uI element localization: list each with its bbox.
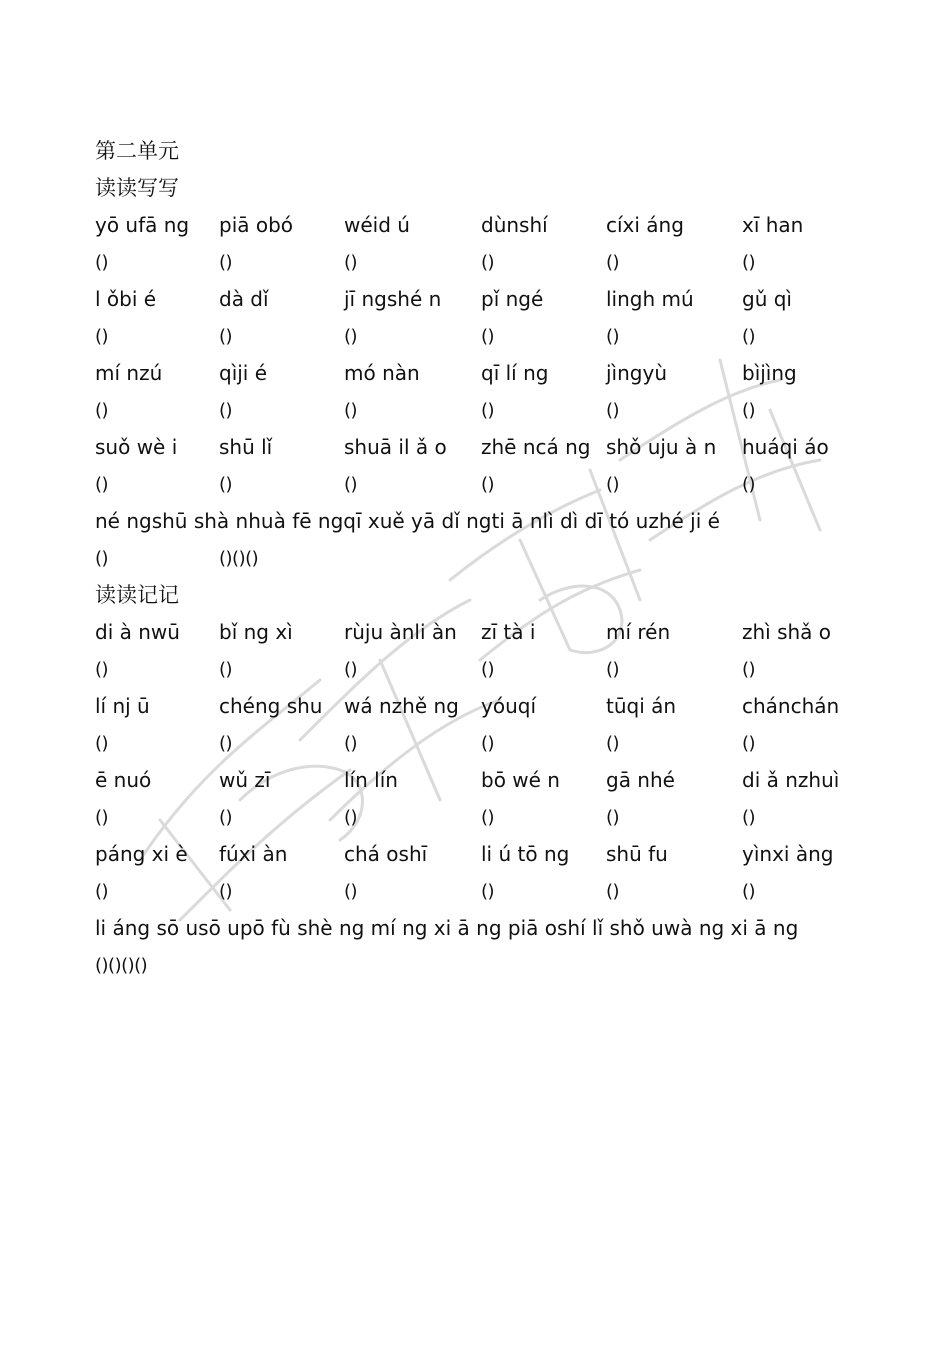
pinyin-word: suǒ wè i [95,435,178,459]
pinyin-word: bō wé n [481,768,560,792]
answer-blank: () [606,733,620,754]
pinyin-word: dùnshí [481,213,548,237]
answer-blank: () [742,807,756,828]
pinyin-word: shuā il ǎ o [344,435,447,459]
answer-blank-group: ()()()() [95,955,148,976]
pinyin-word: fúxi àn [219,842,288,866]
answer-blank: () [344,400,358,421]
pinyin-row [95,836,950,873]
pinyin-word: shū fu [606,842,668,866]
pinyin-long-row [95,910,950,947]
pinyin-word: yóuqí [481,694,536,718]
pinyin-word: yìnxi àng [742,842,834,866]
answer-blank: () [481,807,495,828]
answer-blank: () [95,807,109,828]
pinyin-word: pǐ ngé [481,287,544,311]
pinyin-word: jī ngshé n [344,287,442,311]
answer-blank: () [742,659,756,680]
answer-blank: () [95,548,109,569]
answer-blank: () [481,326,495,347]
answer-blank: () [344,807,358,828]
answer-row [95,540,950,577]
pinyin-word: lingh mú [606,287,694,311]
answer-blank: () [344,474,358,495]
answer-row [95,873,950,910]
pinyin-word: dà dǐ [219,287,269,311]
pinyin-word: lín lín [344,768,398,792]
pinyin-word: gā nhé [606,768,675,792]
answer-blank: () [95,659,109,680]
answer-blank: () [606,659,620,680]
answer-blank: () [481,881,495,902]
pinyin-word: mó nàn [344,361,420,385]
answer-blank: () [95,326,109,347]
pinyin-row [95,688,950,725]
answer-blank: () [481,400,495,421]
answer-blank: () [481,659,495,680]
pinyin-word: bǐ ng xì [219,620,293,644]
answer-blank: () [219,252,233,273]
pinyin-word: ē nuó [95,768,152,792]
pinyin-word: zī tà i [481,620,536,644]
pinyin-word: yō ufā ng [95,213,190,237]
answer-blank: () [219,326,233,347]
pinyin-row [95,207,950,244]
pinyin-word: wéid ú [344,213,410,237]
pinyin-word: qī lí ng [481,361,549,385]
answer-blank: () [742,733,756,754]
pinyin-word: li ú tō ng [481,842,570,866]
answer-blank: () [344,326,358,347]
answer-blank: () [606,400,620,421]
answer-blank: () [219,807,233,828]
answer-blank: () [742,474,756,495]
pinyin-row [95,614,950,651]
answer-blank: () [95,881,109,902]
answer-blank: () [606,881,620,902]
pinyin-word: xī han [742,213,804,237]
pinyin-row [95,281,950,318]
pinyin-word: lí nj ū [95,694,150,718]
pinyin-word: jìngyù [606,361,667,385]
answer-row [95,318,950,355]
answer-blank: () [95,733,109,754]
pinyin-word: chá oshī [344,842,428,866]
answer-blank: () [742,881,756,902]
answer-row [95,725,950,762]
pinyin-word: gǔ qì [742,287,792,311]
pinyin-long-row [95,503,950,540]
pinyin-word: chéng shu [219,694,323,718]
answer-blank: () [95,252,109,273]
answer-row [95,799,950,836]
answer-blank: () [95,400,109,421]
answer-blank: () [606,807,620,828]
answer-blank: () [219,400,233,421]
answer-blank: () [606,474,620,495]
pinyin-word: piā obó [219,213,294,237]
answer-row [95,392,950,429]
answer-blank: () [344,881,358,902]
pinyin-row [95,355,950,392]
pinyin-long-line: li áng sō usō upō fù shè ng mí ng xi ā ng piā oshí lǐ shǒ uwà ng xi ā ng [95,916,799,940]
answer-blank: () [481,252,495,273]
answer-blank: () [219,659,233,680]
answer-blank: () [344,733,358,754]
pinyin-word: di à nwū [95,620,180,644]
answer-blank: () [742,400,756,421]
pinyin-word: rùju ànli àn [344,620,457,644]
pinyin-word: zhē ncá ng [481,435,591,459]
answer-blank: () [219,881,233,902]
pinyin-word: chánchán [742,694,840,718]
section-title-read-remember: 读读记记 [95,583,179,607]
pinyin-word: mí rén [606,620,671,644]
answer-blank: () [606,326,620,347]
answer-blank: () [344,252,358,273]
answer-blank: () [481,733,495,754]
pinyin-word: bìjìng [742,361,797,385]
answer-row [95,466,950,503]
pinyin-word: wá nzhě ng [344,694,459,718]
pinyin-word: l ǒbi é [95,287,157,311]
unit-title: 第二单元 [95,139,179,163]
pinyin-word: shū lǐ [219,435,273,459]
answer-row [95,244,950,281]
answer-blank: () [481,474,495,495]
pinyin-word: mí nzú [95,361,163,385]
answer-blank: () [742,326,756,347]
answer-blank: () [606,252,620,273]
pinyin-row [95,762,950,799]
answer-blank: () [344,659,358,680]
pinyin-word: zhì shǎ o [742,620,832,644]
answer-blank: () [742,252,756,273]
answer-blank: () [95,474,109,495]
worksheet [95,133,950,984]
pinyin-word: tūqi án [606,694,677,718]
answer-row [95,651,950,688]
pinyin-word: páng xi è [95,842,188,866]
pinyin-word: shǒ uju à n [606,435,717,459]
section-title-read-write: 读读写写 [95,176,179,200]
pinyin-word: wǔ zī [219,768,271,792]
answer-blank: () [219,733,233,754]
pinyin-word: huáqi áo [742,435,829,459]
answer-blank: () [219,474,233,495]
pinyin-word: di ǎ nzhuì [742,768,840,792]
pinyin-row [95,429,950,466]
answer-blank-group: ()()() [219,548,259,569]
pinyin-long-line: né ngshū shà nhuà fē ngqī xuě yā dǐ ngti ā nlì dì dī tó uzhé ji é [95,509,720,533]
pinyin-word: qìji é [219,361,268,385]
pinyin-word: cíxi áng [606,213,684,237]
answer-row [95,947,950,984]
